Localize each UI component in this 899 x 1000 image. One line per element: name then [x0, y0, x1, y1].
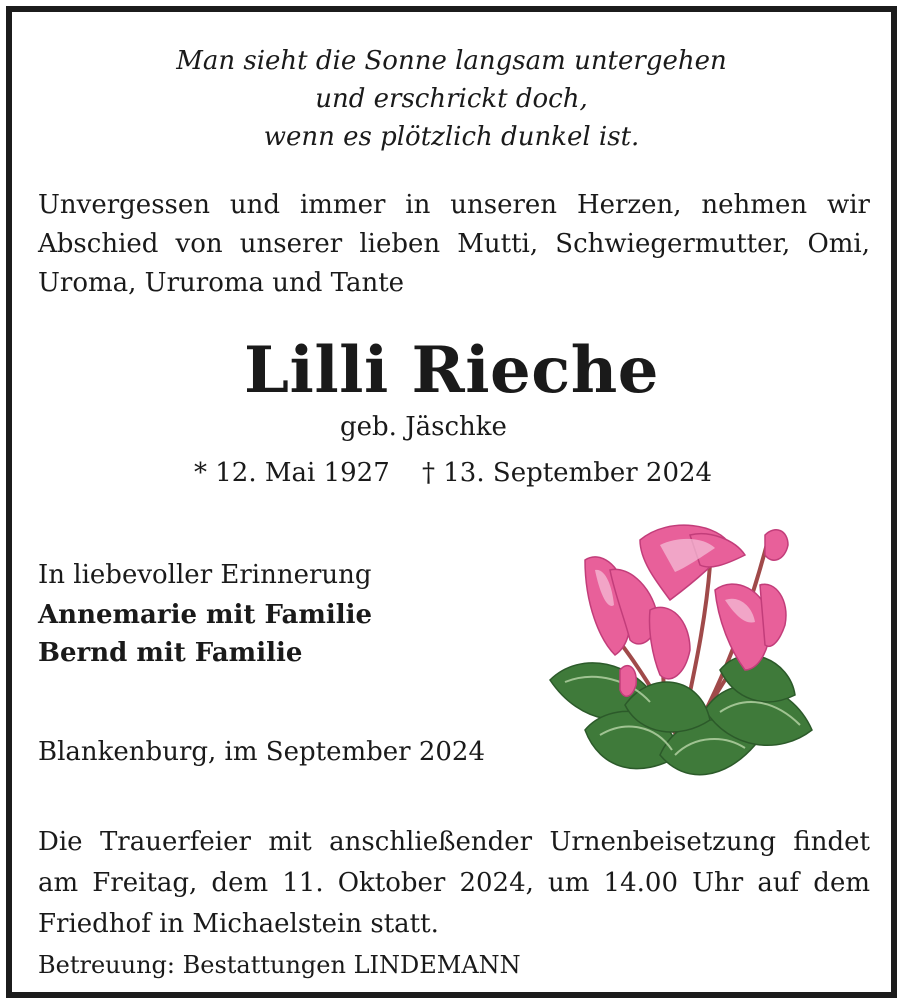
death-date: † 13. September 2024: [422, 458, 713, 488]
obituary-notice: [6, 6, 897, 998]
birth-date: * 12. Mai 1927: [194, 458, 390, 488]
place-date: Blankenburg, im September 2024: [38, 737, 486, 767]
intro-text: Unvergessen und immer in unseren Herzen, nehmen wir Abschied von unserer lieben Mutti, Schwiegermutter, Omi, Uroma, Ururoma und Tante: [38, 190, 870, 298]
deceased-name: Lilli Rieche: [244, 333, 659, 408]
mourner-family-1: Annemarie mit Familie: [38, 600, 373, 630]
birth-name: geb. Jäschke: [340, 412, 507, 442]
mourner-family-2: Bernd mit Familie: [38, 638, 303, 668]
cyclamen-flower-icon: [540, 510, 820, 790]
funeral-info: Die Trauerfeier mit anschließender Urnenbeisetzung findet am Freitag, dem 11. Oktober 2024, um 14.00 Uhr auf dem Friedhof in Michaelstein statt.: [38, 827, 870, 939]
poem-line-1: Man sieht die Sonne langsam untergehen: [176, 46, 727, 76]
undertaker: Betreuung: Bestattungen LINDEMANN: [38, 951, 521, 979]
poem-line-2: und erschrickt doch,: [315, 84, 588, 114]
mourners-intro: In liebevoller Erinnerung: [38, 560, 372, 590]
poem-line-3: wenn es plötzlich dunkel ist.: [263, 122, 640, 152]
